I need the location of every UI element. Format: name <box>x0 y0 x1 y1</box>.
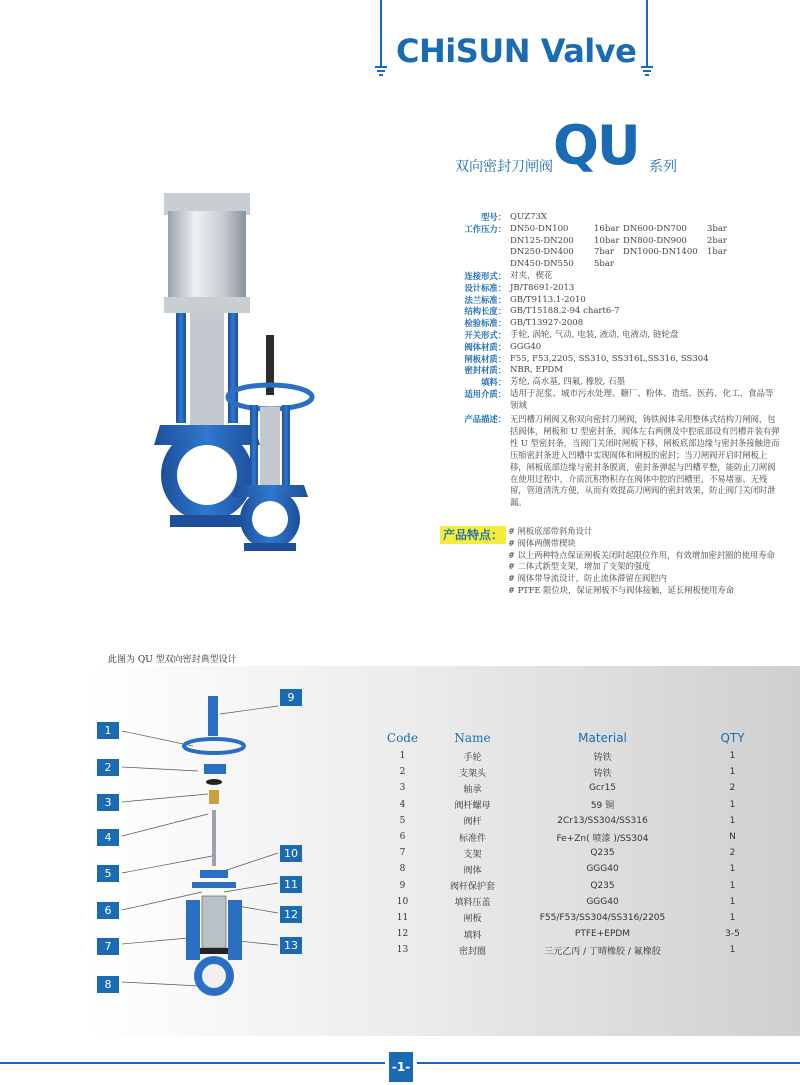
table-row <box>380 910 780 926</box>
part-marker: 6 <box>97 902 119 919</box>
table-cell: 填料压盖 <box>454 898 491 909</box>
table-row <box>380 894 780 910</box>
table-cell: 59 铜 <box>590 801 615 812</box>
table-cell: 11 <box>396 912 409 923</box>
footer-rule-left <box>0 1062 385 1064</box>
pressure-cell: 5bar <box>594 259 614 270</box>
spec-value: 芳纶, 高水基, 四氟, 橡胶, 石墨 <box>510 377 626 388</box>
spec-label: 闸板材质： <box>464 353 506 364</box>
table-cell: 2 <box>729 783 736 794</box>
table-cell: 3 <box>399 783 406 794</box>
table-cell: N <box>729 832 736 843</box>
spec-label: 密封材质： <box>464 365 506 376</box>
table-cell: 13 <box>396 945 409 956</box>
diagram-caption: 此图为 QU 型双向密封典型设计 <box>108 655 237 665</box>
table-cell: 支架头 <box>458 768 486 779</box>
table-cell: 1 <box>729 799 736 810</box>
part-marker: 3 <box>97 794 119 811</box>
features-list <box>508 526 778 597</box>
table-cell: 闸板 <box>463 914 482 925</box>
features-block <box>440 526 785 597</box>
table-cell: 密封圈 <box>458 946 486 957</box>
part-marker: 13 <box>280 937 302 954</box>
spec-value: GB/T9113.1-2010 <box>510 294 586 305</box>
table-cell: 手轮 <box>463 752 482 763</box>
table-cell: 2Cr13/SS304/SS316 <box>557 815 648 826</box>
feature-item: # 阀体两侧带楔块 <box>508 537 576 548</box>
table-cell: 轴承 <box>463 784 482 795</box>
spec-pressure: 工作压力： DN50-DN100 16bar DN600-DN700 3bar DN125-DN200 10bar DN800-DN900 2bar DN250-DN400 7bar DN1000-DN1400 1bar DN450-DN550 5bar <box>440 224 790 271</box>
part-marker: 9 <box>280 689 302 706</box>
spec-value: GB/T13927-2008 <box>510 318 584 329</box>
spec-block <box>440 212 790 413</box>
table-cell: 1 <box>729 880 736 891</box>
table-cell: PTFE+EPDM <box>574 929 631 940</box>
spec-value: 适用于泥浆、城市污水处理、糖厂、粉体、造纸、医药、化工、食品等领域 <box>510 388 774 411</box>
spec-label: 阀体材质： <box>464 341 506 352</box>
spec-value: GB/T15188.2-94 chart6-7 <box>510 306 620 317</box>
table-cell: 三元乙丙 / 丁晴橡胶 / 氟橡胶 <box>544 946 661 957</box>
table-cell: 8 <box>399 864 406 875</box>
table-row <box>380 878 780 894</box>
spec-row <box>440 306 790 318</box>
table-cell: Gcr15 <box>588 783 617 794</box>
pressure-cell: 2bar <box>707 235 727 246</box>
table-cell: 4 <box>399 799 406 810</box>
spec-value: 手轮, 涡轮, 气动, 电装, 液动, 电液动, 链轮盘 <box>510 329 679 340</box>
table-row <box>380 748 780 764</box>
table-row <box>380 829 780 845</box>
table-cell: 7 <box>399 848 406 859</box>
description-text: 无凹槽刀闸阀又称双向密封刀闸阀，铸铁阀体采用整体式结构刀闸阀，包括阀体，闸板和 U 型密封条，阀体左右两侧及中腔底部设有凹槽并装有弹性 U 型密封条，当阀门关闭时闸板下移，闸板底部边缘与密封条接触进而压缩密封条进入凹槽中实现阀体和闸板的密封；当刀闸阀开启时闸板上移，闸板底部边缘与密封条脱离，密封条弹起与凹槽平整，能防止刀闸阀在使用过程中，介质沉积物积存在阀体中腔的凹槽里，不易堵塞、无残留，管道清洗方便，从而有效提高刀闸阀的密封效果，防止阀门关闭时泄漏。 <box>510 414 780 508</box>
table-cell: Q235 <box>590 848 615 859</box>
series-title <box>455 114 755 178</box>
part-marker: 7 <box>97 938 119 955</box>
spec-model: 型号： QUZ73X <box>481 212 547 222</box>
spec-label: 连接形式： <box>464 270 506 281</box>
table-cell: 12 <box>396 929 409 940</box>
table-cell: 1 <box>399 751 406 762</box>
spec-row <box>440 318 790 330</box>
table-cell: 1 <box>729 896 736 907</box>
table-cell: 阀杆保护套 <box>449 882 495 893</box>
pressure-cell: DN450-DN550 <box>510 259 574 270</box>
pressure-cell: DN50-DN100 <box>510 223 569 234</box>
table-row <box>380 926 780 942</box>
table-cell: 5 <box>399 815 406 826</box>
spec-row <box>440 377 790 389</box>
brand-logo <box>380 0 650 80</box>
spec-label: 检验标准： <box>464 318 506 329</box>
pressure-cell: DN800-DN900 <box>623 235 687 246</box>
table-cell: 1 <box>729 864 736 875</box>
spec-label: 法兰标准： <box>464 294 506 305</box>
spec-label: 结构长度： <box>464 306 506 317</box>
spec-value: NBR, EPDM <box>510 365 563 376</box>
spec-row <box>440 283 790 295</box>
table-row <box>380 797 780 813</box>
table-cell: 1 <box>729 815 736 826</box>
table-cell: 3-5 <box>725 929 740 940</box>
spec-row <box>440 271 790 283</box>
logo-text: CHiSUN Valve <box>396 32 637 70</box>
spec-row <box>440 330 790 342</box>
pressure-grid <box>510 224 737 271</box>
spec-row <box>440 365 790 377</box>
spec-row <box>440 342 790 354</box>
spec-value: F55, F53,2205, SS310, SS316L,SS316, SS304 <box>510 353 709 364</box>
feature-item: # 以上两种特点保证闸板关闭时起限位作用，有效增加密封圈的使用寿命 <box>508 549 775 560</box>
spec-value: JB/T8691-2013 <box>510 282 575 293</box>
table-cell: Fe+Zn( 喷漆 )/SS304 <box>556 833 649 844</box>
series-suffix: 系列 <box>649 159 677 175</box>
series-subtitle: 双向密封刀闸阀 <box>455 159 553 175</box>
feature-item: # PTFE 限位块，保证闸板不与阀体接触，延长闸板使用寿命 <box>508 584 735 595</box>
spec-label: 适用介质： <box>464 388 506 399</box>
pressure-cell: 1bar <box>707 247 727 258</box>
table-cell: 10 <box>396 896 409 907</box>
pressure-cell: 16bar <box>594 223 620 234</box>
table-cell: F55/F53/SS304/SS316/2205 <box>539 912 666 923</box>
part-marker: 5 <box>97 865 119 882</box>
spec-label: 设计标准： <box>464 282 506 293</box>
table-cell: GGG40 <box>586 864 619 875</box>
parts-table <box>380 728 780 958</box>
part-marker: 11 <box>280 876 302 893</box>
table-cell: 1 <box>729 912 736 923</box>
product-photo <box>150 185 440 560</box>
table-cell: 1 <box>729 751 736 762</box>
features-label: 产品特点： <box>440 526 506 544</box>
part-marker: 1 <box>97 722 119 739</box>
table-row <box>380 861 780 877</box>
pressure-cell: DN125-DN200 <box>510 235 574 246</box>
table-cell: 阀杆 <box>463 817 482 828</box>
pressure-cell <box>707 259 737 271</box>
table-cell: 铸铁 <box>593 768 612 779</box>
spec-value: 对夹，楔花 <box>510 270 553 281</box>
table-row <box>380 942 780 958</box>
pressure-cell: DN250-DN400 <box>510 247 574 258</box>
spec-label: 填料： <box>481 377 506 388</box>
table-row <box>380 764 780 780</box>
table-cell: 1 <box>729 945 736 956</box>
table-cell: 铸铁 <box>593 752 612 763</box>
pressure-cell: DN1000-DN1400 <box>623 247 698 258</box>
table-cell: 阀杆螺母 <box>454 801 491 812</box>
spec-value: GGG40 <box>510 341 542 352</box>
spec-row <box>440 295 790 307</box>
part-marker: 4 <box>97 829 119 846</box>
parts-table-header: Code Name Material QTY <box>386 731 745 745</box>
table-cell: 1 <box>729 767 736 778</box>
table-cell: 标准件 <box>458 833 486 844</box>
series-code: QU <box>553 114 639 177</box>
table-cell: 填料 <box>463 930 482 941</box>
part-marker: 2 <box>97 759 119 776</box>
pressure-cell: 3bar <box>707 223 727 234</box>
pressure-cell: DN600-DN700 <box>623 223 687 234</box>
feature-item: # 闸板底部带斜角设计 <box>508 526 593 536</box>
part-marker: 8 <box>97 976 119 993</box>
spec-row <box>440 354 790 366</box>
spec-rows <box>440 271 790 413</box>
pressure-cell: 7bar <box>594 247 614 258</box>
part-marker: 10 <box>280 845 302 862</box>
table-cell: GGG40 <box>586 896 619 907</box>
description-block: 产品描述： 无凹槽刀闸阀又称双向密封刀闸阀，铸铁阀体采用整体式结构刀闸阀，包括阀体，闸板和 U 型密封条，阀体左右两侧及中腔底部设有凹槽并装有弹性 U 型密封条，当阀门关闭时闸板下移，闸板底部边缘与密封条接触进而压缩密封条进入凹槽中实现阀体和闸板的密封；当刀闸阀开启时闸板上移，闸板底部边缘与密封条脱离，密封条弹起与凹槽平整，能防止刀闸阀在使用过程中，介质沉积物积存在阀体中腔的凹槽里，不易堵塞、无残留，管道清洗方便，从而有效提高刀闸阀的密封效果，防止阀门关闭时泄漏。 <box>464 414 780 508</box>
table-cell: Q235 <box>590 880 615 891</box>
table-row <box>380 780 780 796</box>
table-cell: 9 <box>399 880 406 891</box>
parts-table-body <box>380 748 780 958</box>
page-number: -1- <box>389 1052 413 1082</box>
feature-item: # 阀体带导流设计，防止流体滞留在阀腔内 <box>508 573 667 584</box>
spec-label: 开关形式： <box>464 329 506 340</box>
part-marker: 12 <box>280 906 302 923</box>
table-cell: 2 <box>729 848 736 859</box>
table-cell: 支架 <box>463 849 482 860</box>
table-cell: 2 <box>399 767 406 778</box>
table-cell: 6 <box>399 832 406 843</box>
table-row <box>380 845 780 861</box>
pressure-cell <box>623 259 707 271</box>
table-row <box>380 813 780 829</box>
feature-item: # 二体式新型支架，增加了支架的强度 <box>508 561 651 572</box>
table-cell: 阀体 <box>463 865 482 876</box>
pressure-cell: 10bar <box>594 235 620 246</box>
footer-rule-right <box>417 1062 800 1064</box>
spec-row <box>440 389 790 413</box>
